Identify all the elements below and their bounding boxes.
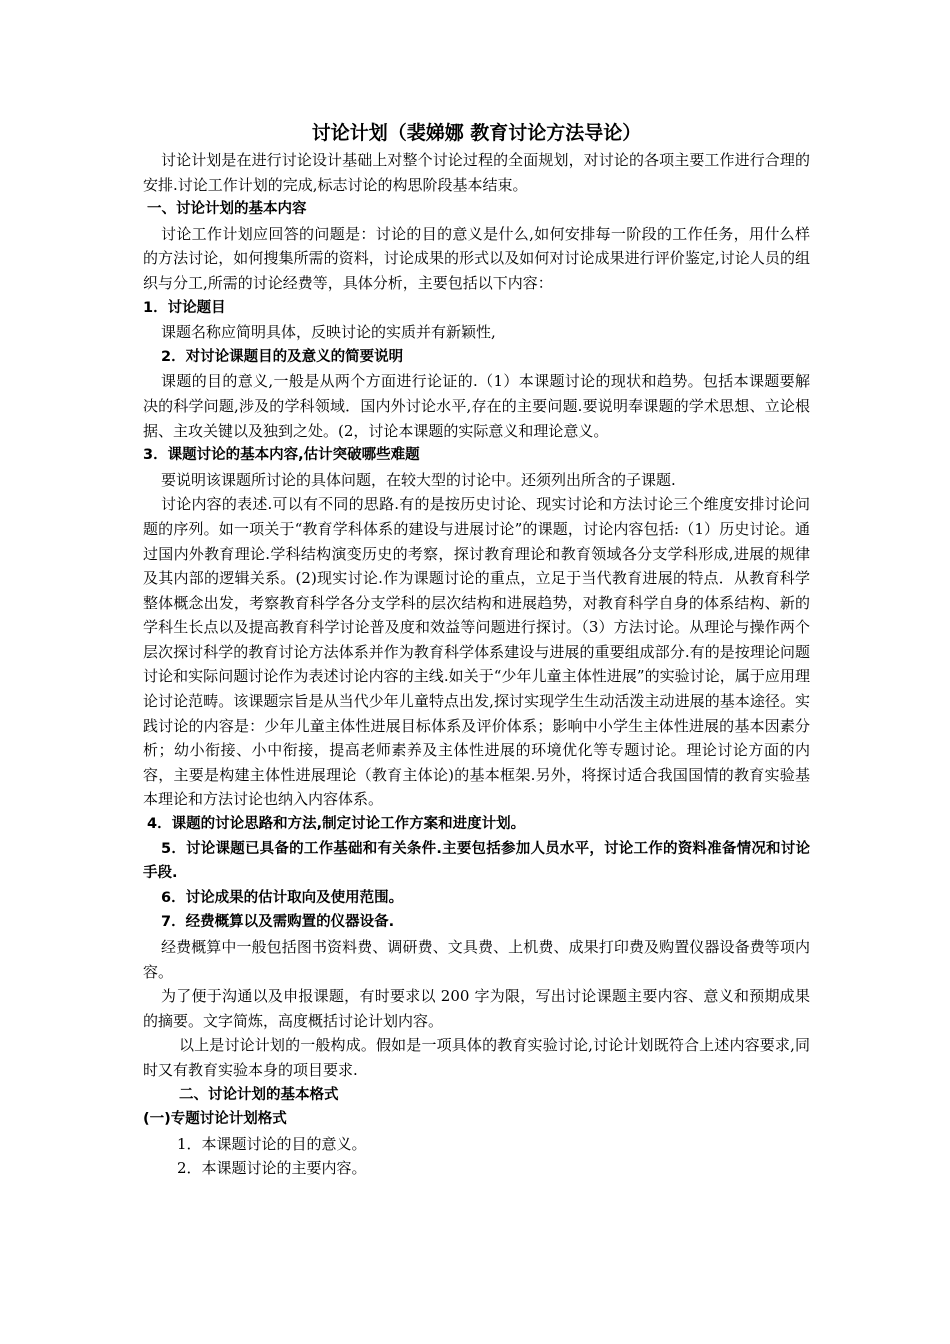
- paragraph: 讨论内容的表述.可以有不同的思路.有的是按历史讨论、现实讨论和方法讨论三个维度安排讨论问题的序列。如一项关于“教育学科体系的建设与进展讨论”的课题，讨论内容包括:（1）历史讨论。通过国内外教育理论.学科结构演变历史的考察，探讨教育理论和教育领域各分支学科形成,进展的规律及其内部的逻辑关系。(2)现实讨论.作为课题讨论的重点，立足于当代教育进展的特点．从教育科学整体概念出发，考察教育科学各分支学科的层次结构和进展趋势，对教育科学自身的体系结构、新的学科生长点以及提高教育科学讨论普及度和效益等问题进行探讨。（3）方法讨论。从理论与操作两个层次探讨科学的教育讨论方法体系并作为教育科学体系建设与进展的重要组成部分.有的是按理论问题讨论和实际问题讨论作为表述讨论内容的主线.如关于“少年儿童主体性进展”的实验讨论，属于应用理论讨论范畴。该课题宗旨是从当代少年儿童特点出发,探讨实现学生生动活泼主动进展的基本途径。实践讨论的内容是：少年儿童主体性进展目标体系及评价体系；影响中小学生主体性进展的基本因素分析；幼小衔接、小中衔接，提高老师素养及主体性进展的环境优化等专题讨论。理论讨论方面的内容，主要是构建主体性进展理论（教育主体论)的基本框架.另外，将探讨适合我国国情的教育实验基本理论和方法讨论也纳入内容体系。: [143, 495, 810, 809]
- paragraph: 以上是讨论计划的一般构成。假如是一项具体的教育实验讨论,讨论计划既符合上述内容要求,同时又有教育实验本身的项目要求.: [143, 1036, 810, 1079]
- paragraph: 课题的目的意义,一般是从两个方面进行论证的.（1）本课题讨论的现状和趋势。包括本课题要解决的科学问题,涉及的学科领域．国内外讨论水平,存在的主要问题.要说明奉课题的学术思想、立论根据、主攻关键以及独到之处。(2，讨论本课题的实际意义和理论意义。: [143, 372, 810, 440]
- paragraph: 课题名称应简明具体，反映讨论的实质并有新颖性,: [161, 323, 496, 342]
- section-heading-2: 二、讨论计划的基本格式: [179, 1086, 339, 1103]
- subheading-2: 2．对讨论课题目的及意义的简要说明: [161, 348, 404, 365]
- subheading-7: 7．经费概算以及需购置的仪器设备.: [161, 914, 395, 931]
- subheading-1: 1．讨论题目: [143, 299, 226, 316]
- paragraph: 为了便于沟通以及申报课题，有时要求以 200 字为限，写出讨论课题主要内容、意义和预期成果的摘要。文字简炼，高度概括讨论计划内容。: [143, 987, 810, 1030]
- subheading-6: 6．讨论成果的估计取向及使用范围。: [161, 889, 404, 906]
- list-item: 1．本课题讨论的目的意义。: [177, 1134, 367, 1153]
- intro-paragraph: 讨论计划是在进行讨论设计基础上对整个讨论过程的全面规划，对讨论的各项主要工作进行合理的安排.讨论工作计划的完成,标志讨论的构思阶段基本结束。: [143, 151, 810, 194]
- section-heading-1: 一、讨论计划的基本内容: [147, 201, 307, 218]
- subheading-5: 5．讨论课题已具备的工作基础和有关条件.主要包括参加人员水平，讨论工作的资料准备情况和讨论手段.: [143, 840, 810, 882]
- paragraph: 经费概算中一般包括图书资料费、调研费、文具费、上机费、成果打印费及购置仪器设备费等项内容。: [143, 938, 810, 981]
- list-item: 2．本课题讨论的主要内容。: [177, 1159, 367, 1178]
- section-heading-3: (一)专题讨论计划格式: [143, 1111, 287, 1128]
- paragraph: 讨论工作计划应回答的问题是：讨论的目的意义是什么,如何安排每一阶段的工作任务，用什么样的方法讨论，如何搜集所需的资料，讨论成果的形式以及如何对讨论成果进行评价鉴定,讨论人员的组织与分工,所需的讨论经费等，具体分析，主要包括以下内容：: [143, 224, 810, 292]
- subheading-4: 4．课题的讨论思路和方法,制定讨论工作方案和进度计划。: [147, 816, 526, 833]
- paragraph: 要说明该课题所讨论的具体问题，在较大型的讨论中。还须列出所含的子课题.: [161, 470, 676, 489]
- document-title: 讨论计划（裴娣娜 教育讨论方法导论）: [311, 122, 642, 144]
- subheading-3: 3．课题讨论的基本内容,估计突破哪些难题: [143, 447, 420, 464]
